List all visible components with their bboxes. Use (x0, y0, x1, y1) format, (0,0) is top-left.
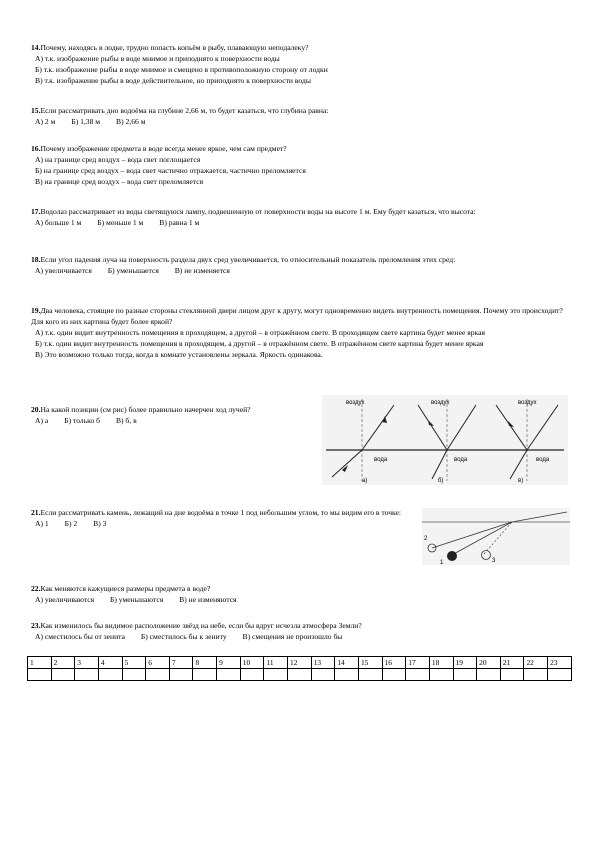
answer-table-number: 2 (51, 657, 75, 669)
answer-table-number: 10 (240, 657, 264, 669)
answer-table-number: 20 (477, 657, 501, 669)
answer-table-number: 1 (28, 657, 52, 669)
answer-cell[interactable] (288, 669, 312, 681)
question-number: 15. (31, 106, 41, 115)
question-text: Почему, находясь в лодке, трудно попасть копьём в рыбу, плавающую неподалеку? (40, 43, 309, 52)
answer-option: Б) уменьшается (107, 266, 159, 275)
answer-option: В) на границе сред воздух – вода свет преломляется (35, 177, 204, 186)
question-stem (31, 254, 571, 265)
question-number: 20. (31, 405, 41, 414)
refraction-figure (322, 395, 568, 485)
answer-option: Б) меньше 1 м (97, 218, 144, 227)
answer-option: А) 2 м (35, 117, 56, 126)
answer-cell[interactable] (429, 669, 453, 681)
answer-table-number: 13 (311, 657, 335, 669)
answer-table-number: 14 (335, 657, 359, 669)
answer-cell[interactable] (28, 669, 52, 681)
answer-table-number: 12 (288, 657, 312, 669)
question-14 (31, 42, 571, 86)
answer-cell[interactable] (169, 669, 193, 681)
answer-table-number: 23 (548, 657, 572, 669)
answer-cell[interactable] (358, 669, 382, 681)
answer-cell[interactable] (548, 669, 572, 681)
question-number: 16. (31, 144, 41, 153)
answer-option: В) т.к. изображение рыбы в воде действительное, но приподнято к поверхности воды (35, 76, 311, 85)
position-label-a: а) (362, 478, 368, 484)
question-stem (31, 404, 323, 415)
answer-cell[interactable] (406, 669, 430, 681)
answer-option: А) увеличиваются (35, 595, 95, 604)
question-19 (31, 305, 571, 360)
answer-cell[interactable] (75, 669, 99, 681)
question-stem (31, 143, 571, 154)
question-text: Если угол падения луча на поверхность раздела двух сред увеличивается, то относительный показатель преломления этих сред: (40, 255, 456, 264)
answer-option: Б) на границе сред воздух – вода свет частично отражается, частично преломляется (35, 166, 306, 175)
question-22 (31, 583, 571, 605)
answer-table-input-row[interactable] (28, 669, 572, 681)
answer-table-number: 11 (264, 657, 288, 669)
question-17 (31, 206, 571, 228)
answer-option: Б) т.к. один видит внутренность помещения в проходящем, а другой – в отражённом свете. В отражённом свете картина будет менее яркая (35, 339, 484, 348)
label-air-c: воздух (518, 400, 537, 406)
question-number: 22. (31, 584, 41, 593)
answer-cell[interactable] (500, 669, 524, 681)
question-number: 14. (31, 43, 41, 52)
label-water-c: вода (536, 457, 550, 463)
answer-cell[interactable] (311, 669, 335, 681)
question-15 (31, 105, 571, 127)
answer-option: В) не изменяются (179, 595, 237, 604)
point-label-3: 3 (492, 558, 496, 564)
label-air-a: воздух (346, 400, 365, 406)
answer-table-header-row (28, 657, 572, 669)
label-water-a: вода (374, 457, 388, 463)
question-stem (31, 583, 571, 594)
answer-option: А) а (35, 416, 49, 425)
answer-options-row (31, 631, 571, 642)
question-text: Если рассматривать дно водоёма на глубине 2,66 м, то будет казаться, что глубина равна: (40, 106, 329, 115)
answer-table-number: 16 (382, 657, 406, 669)
answer-cell[interactable] (98, 669, 122, 681)
answer-cell[interactable] (477, 669, 501, 681)
answer-option: В) 2,66 м (116, 117, 146, 126)
stone-diagram (422, 508, 570, 565)
position-label-b: б) (438, 478, 444, 484)
answer-options-row (31, 265, 571, 276)
answer-option: Б) 1,38 м (71, 117, 101, 126)
answer-cell[interactable] (335, 669, 359, 681)
answer-table-number: 9 (217, 657, 241, 669)
label-water-b: вода (454, 457, 468, 463)
answer-option: В) 3 (93, 519, 107, 528)
answer-options-row (31, 217, 571, 228)
point-label-1: 1 (440, 560, 444, 565)
question-stem (31, 507, 411, 518)
answer-table-number: 5 (122, 657, 146, 669)
answer-option: А) 1 (35, 519, 49, 528)
label-air-b: воздух (431, 400, 450, 406)
answer-table (27, 656, 572, 681)
answer-option: А) увеличивается (35, 266, 92, 275)
point-label-2: 2 (424, 536, 428, 542)
question-stem (31, 305, 571, 327)
question-text: Если рассматривать камень, лежащий на дне водоёма в точке 1 под небольшим углом, то мы видим его в точке: (40, 508, 402, 517)
answer-table-number: 18 (429, 657, 453, 669)
question-23 (31, 620, 571, 642)
answer-cell[interactable] (382, 669, 406, 681)
answer-option: А) т.к. один видит внутренность помещения в проходящем, а другой – в отражённом свете. В проходящем свете картина будет менее яркая (35, 328, 485, 337)
question-number: 23. (31, 621, 41, 630)
answer-table-number: 21 (500, 657, 524, 669)
question-number: 19. (31, 306, 41, 315)
answer-option: В) Это возможно только тогда, когда в комнате установлены зеркала. Яркость одинакова. (35, 350, 323, 359)
answer-option: В) смещения не произошло бы (242, 632, 343, 641)
question-18 (31, 254, 571, 276)
answer-table-number: 8 (193, 657, 217, 669)
answer-table-number: 19 (453, 657, 477, 669)
question-stem (31, 42, 571, 53)
position-label-c: в) (518, 478, 524, 484)
answer-cell[interactable] (193, 669, 217, 681)
answer-option: А) больше 1 м (35, 218, 82, 227)
answer-option: А) т.к. изображение рыбы в воде мнимое и приподнято к поверхности воды (35, 54, 280, 63)
stone-figure (422, 508, 570, 565)
answer-cell[interactable] (122, 669, 146, 681)
answer-table-number: 7 (169, 657, 193, 669)
question-stem (31, 206, 571, 217)
answer-option: Б) уменьшаются (109, 595, 164, 604)
answer-cell[interactable] (217, 669, 241, 681)
question-number: 18. (31, 255, 41, 264)
answer-cell[interactable] (453, 669, 477, 681)
answer-options-row (31, 116, 571, 127)
question-number: 17. (31, 207, 41, 216)
answer-table-number: 22 (524, 657, 548, 669)
question-number: 21. (31, 508, 41, 517)
answer-option: А) сместилось бы от зенита (35, 632, 125, 641)
answer-table-number: 17 (406, 657, 430, 669)
answer-option: Б) только б (64, 416, 101, 425)
answer-option: Б) 2 (64, 519, 78, 528)
answer-table-number: 6 (146, 657, 170, 669)
answer-option: В) б, в (115, 416, 137, 425)
answer-cell[interactable] (146, 669, 170, 681)
question-text: На какой позиции (см рис) более правильно начерчен ход лучей? (40, 405, 251, 414)
question-text: Как изменилось бы видимое расположение звёзд на небе, если бы вдруг исчезла атмосфера Земли? (40, 621, 362, 630)
question-text: Как меняются кажущиеся размеры предмета в воде? (40, 584, 211, 593)
question-text: Водолаз рассматривает из воды светящуюся лампу, подвешенную от поверхности воды на высоте 1 м. Ему будет казаться, что высота: (40, 207, 476, 216)
refraction-diagram (322, 395, 568, 485)
question-stem (31, 620, 571, 631)
answer-table-number: 15 (358, 657, 382, 669)
answer-option: В) равна 1 м (159, 218, 200, 227)
answer-option: А) на границе сред воздух – вода свет поглощается (35, 155, 201, 164)
answer-table-number: 3 (75, 657, 99, 669)
answer-cell[interactable] (51, 669, 75, 681)
answer-option: Б) т.к. изображение рыбы в воде мнимое и смещено в противоположную сторону от лодки (35, 65, 328, 74)
answer-cell[interactable] (524, 669, 548, 681)
answer-cell[interactable] (264, 669, 288, 681)
question-16 (31, 143, 571, 187)
answer-cell[interactable] (240, 669, 264, 681)
question-stem (31, 105, 571, 116)
answer-options-row (31, 518, 411, 529)
question-20 (31, 404, 323, 426)
answer-options-row (31, 594, 571, 605)
answer-table-number: 4 (98, 657, 122, 669)
question-text: Два человека, стоящие по разные стороны стеклянной двери лицом друг к другу, могут одновременно видеть внутренность помещения. Почему это происходит? Для кого из них картина будет более яркой? (31, 306, 563, 326)
answer-option: В) не изменяется (174, 266, 230, 275)
question-text: Почему изображение предмета в воде всегда менее яркое, чем сам предмет? (40, 144, 287, 153)
question-21 (31, 507, 411, 529)
answer-option: Б) сместилось бы к зениту (140, 632, 227, 641)
answer-options-row (31, 415, 323, 426)
